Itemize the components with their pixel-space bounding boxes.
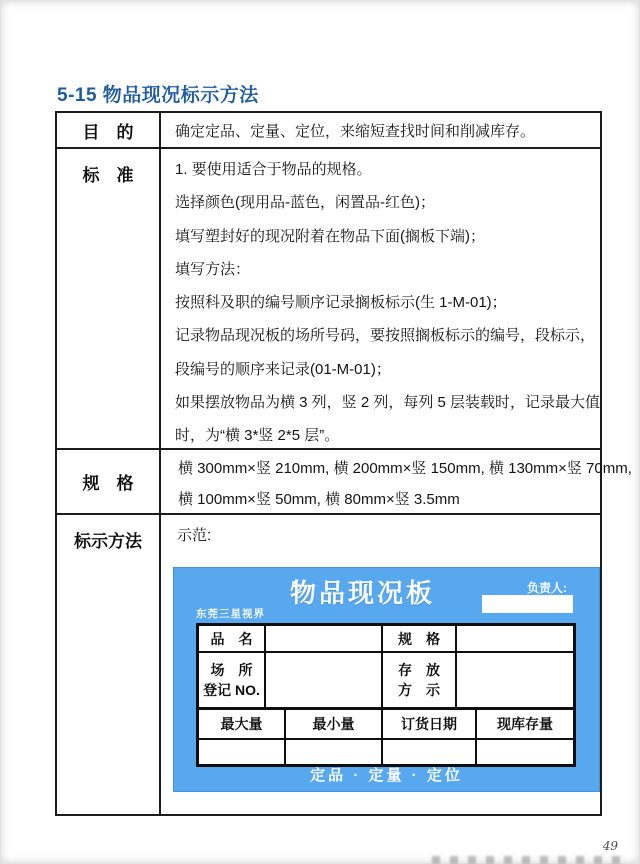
row-label-spec: 规 格 bbox=[57, 450, 161, 513]
storage-label bbox=[383, 653, 457, 707]
standard-content bbox=[161, 149, 608, 448]
company-label: 东莞三星视界 bbox=[196, 608, 265, 620]
standard-line: 时，为“横 3*竖 2*5 层”。 bbox=[175, 427, 340, 445]
standard-line: 填写塑封好的现况附着在物品下面(搁板下端)； bbox=[175, 227, 485, 245]
purpose-text: 确定定品、定量、定位，来缩短查找时间和削减库存。 bbox=[175, 122, 536, 140]
item-spec-value bbox=[457, 626, 573, 651]
purpose-content bbox=[161, 113, 600, 147]
card-form-table bbox=[196, 623, 576, 767]
faint-watermark bbox=[432, 856, 630, 864]
spec-content bbox=[161, 450, 640, 513]
spec-line: 横 300mm×竖 210mm, 横 200mm×竖 150mm, 横 130mm×竖 70mm, bbox=[178, 460, 632, 477]
standard-line: 按照科及职的编号顺序记录搁板标示(生 1-M-01)； bbox=[175, 294, 507, 312]
form-row-location-storage bbox=[199, 653, 573, 710]
main-table bbox=[55, 111, 632, 816]
table-row-standard bbox=[57, 149, 600, 450]
min-qty-value bbox=[286, 740, 383, 764]
form-row-quantity-values bbox=[199, 740, 573, 764]
item-name-value bbox=[266, 626, 383, 651]
row-label-method: 标示方法 bbox=[57, 515, 161, 814]
table-row-spec bbox=[57, 450, 632, 515]
storage-label-line1: 存 放 bbox=[398, 662, 440, 678]
location-label-line1: 场 所 bbox=[210, 662, 253, 678]
manager-label: 负责人: bbox=[527, 581, 567, 595]
form-row-name-spec bbox=[199, 626, 573, 653]
item-spec-label: 规 格 bbox=[383, 626, 457, 651]
item-name-label: 品 名 bbox=[199, 626, 266, 651]
stock-value bbox=[477, 740, 573, 764]
card-footer-slogan: 定品 · 定量 · 定位 bbox=[310, 767, 463, 784]
method-content bbox=[161, 515, 600, 814]
status-board-card bbox=[173, 567, 600, 792]
order-date-value bbox=[383, 740, 477, 764]
demo-label: 示范: bbox=[177, 527, 212, 544]
storage-label-line2: 方 示 bbox=[398, 682, 440, 698]
standard-line: 如果摆放物品为横 3 列，竖 2 列，每列 5 层装载时，记录最大值 bbox=[175, 394, 601, 412]
storage-value bbox=[457, 653, 573, 707]
max-qty-value bbox=[199, 740, 286, 764]
table-row-method bbox=[57, 515, 600, 814]
standard-line: 段编号的顺序来记录(01-M-01)； bbox=[175, 360, 391, 378]
max-qty-header: 最大量 bbox=[199, 710, 286, 738]
row-label-purpose: 目 的 bbox=[57, 113, 161, 147]
page-title: 5-15 物品现况标示方法 bbox=[57, 85, 259, 106]
standard-line: 选择颜色(现用品-蓝色，闲置品-红色)； bbox=[175, 194, 435, 212]
stock-header: 现库存量 bbox=[477, 710, 573, 738]
form-row-quantity-headers bbox=[199, 710, 573, 740]
row-label-standard: 标 准 bbox=[57, 149, 161, 448]
manager-input-box bbox=[482, 595, 573, 613]
table-row-purpose bbox=[57, 113, 600, 149]
standard-line: 填写方法： bbox=[175, 260, 251, 278]
location-value bbox=[266, 653, 383, 707]
spec-line: 横 100mm×竖 50mm, 横 80mm×竖 3.5mm bbox=[178, 491, 460, 508]
order-date-header: 订货日期 bbox=[383, 710, 477, 738]
min-qty-header: 最小量 bbox=[286, 710, 383, 738]
page-number: 49 bbox=[602, 839, 618, 853]
card-title: 物品现况板 bbox=[289, 578, 435, 608]
standard-line: 记录物品现况板的场所号码，要按照搁板标示的编号，段标示， bbox=[175, 327, 596, 345]
location-label-line2: 登记 NO. bbox=[203, 682, 260, 698]
standard-line: 1. 要使用适合于物品的规格。 bbox=[175, 161, 372, 178]
location-label bbox=[199, 653, 266, 707]
